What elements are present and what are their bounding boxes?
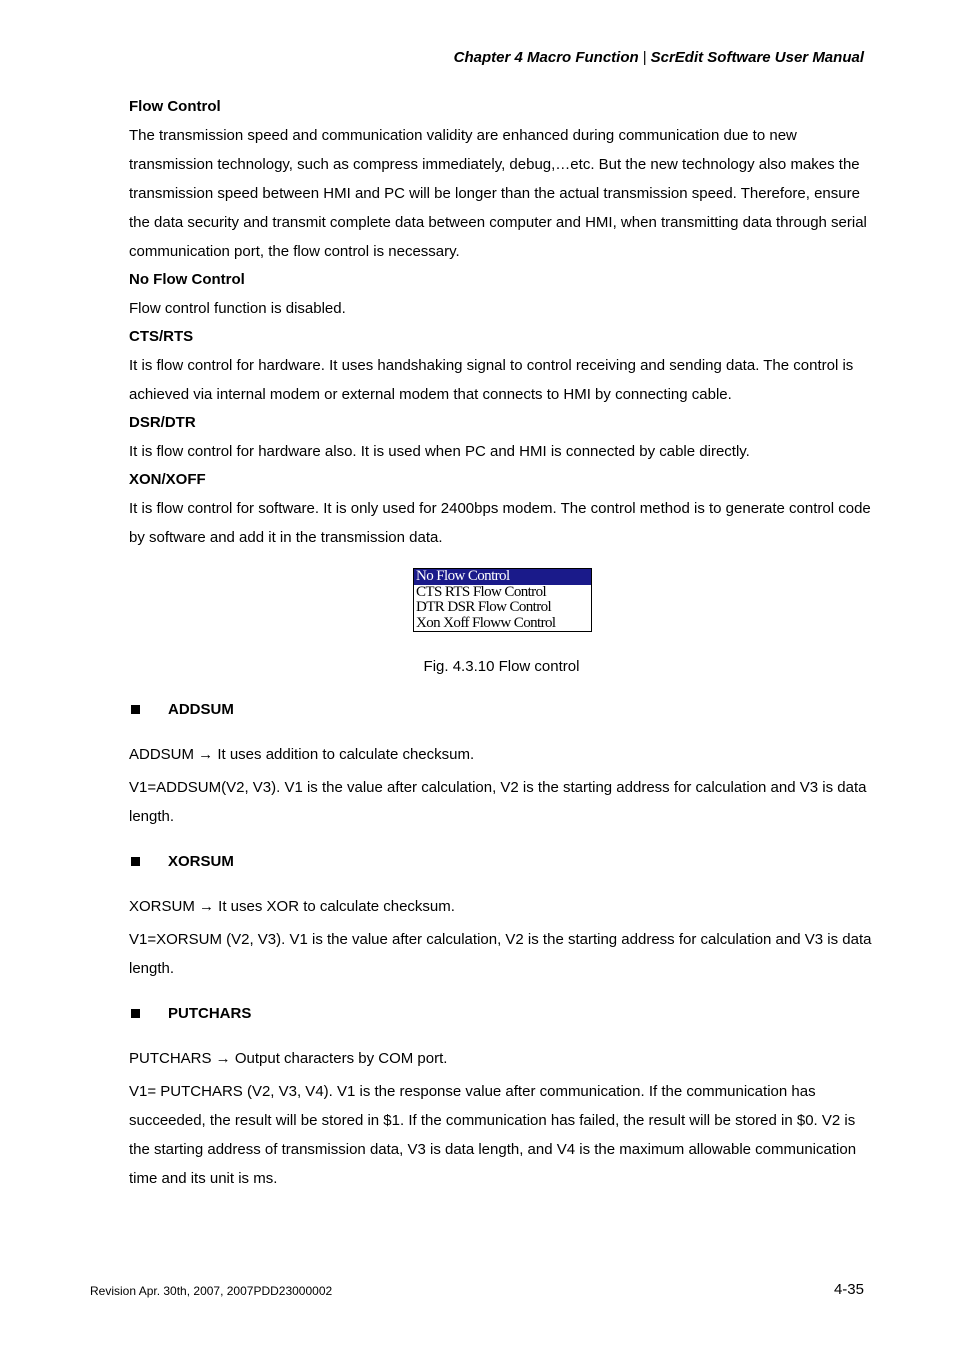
no-flow-control-heading: No Flow Control (129, 271, 245, 288)
flow-control-figure (129, 568, 874, 675)
header-manual-title: ScrEdit Software User Manual (650, 49, 864, 66)
no-flow-control-paragraph: Flow control function is disabled. (129, 300, 346, 317)
listbox-option-cts-rts[interactable]: CTS RTS Flow Control (416, 583, 547, 600)
addsum-title: ADDSUM (168, 700, 234, 718)
flow-control-paragraph: The transmission speed and communication validity are enhanced during communication due to new transmission technology, such as compress immediately, debug,…etc. But the new technology also makes the transmission speed between HMI and PC will be longer than the actual transmission speed. Therefore, ensure the data security and transmit complete data between computer and HMI, when transmitting data through serial communication port, the flow control is necessary. (129, 127, 867, 260)
putchars-description: PUTCHARS → Output characters by COM port. (129, 1050, 448, 1067)
xorsum-description: XORSUM → It uses XOR to calculate checksum. (129, 898, 455, 915)
cts-rts-heading: CTS/RTS (129, 328, 194, 345)
bullet-icon (131, 1009, 140, 1018)
xon-xoff-paragraph: It is flow control for software. It is only used for 2400bps modem. The control method is to generate control code by software and add it in the transmission data. (129, 500, 871, 546)
dsr-dtr-heading: DSR/DTR (129, 414, 196, 431)
addsum-heading (129, 699, 874, 719)
cts-rts-paragraph: It is flow control for hardware. It uses handshaking signal to control receiving and sending data. The control is achieved via internal modem or external modem that connects to HMI by connecting cable. (129, 357, 854, 403)
figure-caption: Fig. 4.3.10 Flow control (423, 658, 580, 675)
xorsum-heading (129, 851, 874, 871)
bullet-icon (131, 857, 140, 866)
putchars-heading (129, 1003, 874, 1023)
flow-control-heading: Flow Control (129, 98, 221, 115)
listbox-option-no-flow-control[interactable]: No Flow Control (414, 569, 591, 585)
header-chapter: Chapter 4 Macro Function (453, 49, 639, 66)
putchars-title: PUTCHARS (168, 1004, 252, 1022)
page-content (129, 97, 874, 1193)
addsum-detail: V1=ADDSUM(V2, V3). V1 is the value after calculation, V2 is the starting address for calculation and V3 is data length. (129, 779, 867, 825)
addsum-description: ADDSUM → It uses addition to calculate checksum. (129, 746, 475, 763)
dsr-dtr-paragraph: It is flow control for hardware also. It is used when PC and HMI is connected by cable directly. (129, 443, 750, 460)
footer-page-number: 4-35 (833, 1281, 864, 1298)
putchars-detail: V1= PUTCHARS (V2, V3, V4). V1 is the response value after communication. If the communication has succeeded, the result will be stored in $1. If the communication has failed, the result will be stored in $0. V2 is the starting address of transmission data, V3 is data length, and V4 is the maximum allowable communication time and its unit is ms. (129, 1083, 857, 1187)
xorsum-title: XORSUM (168, 852, 234, 870)
footer-revision: Revision Apr. 30th, 2007, 2007PDD23000002 (90, 1284, 333, 1298)
xorsum-detail: V1=XORSUM (V2, V3). V1 is the value after calculation, V2 is the starting address for calculation and V3 is data length. (129, 931, 872, 977)
flow-control-listbox[interactable] (413, 568, 592, 632)
listbox-option-xon-xoff[interactable]: Xon Xoff Floww Control (416, 614, 556, 631)
listbox-option-dtr-dsr[interactable]: DTR DSR Flow Control (416, 599, 552, 615)
page-header (454, 49, 864, 66)
header-separator: | (642, 49, 647, 66)
bullet-icon (131, 705, 140, 714)
xon-xoff-heading: XON/XOFF (129, 471, 206, 488)
